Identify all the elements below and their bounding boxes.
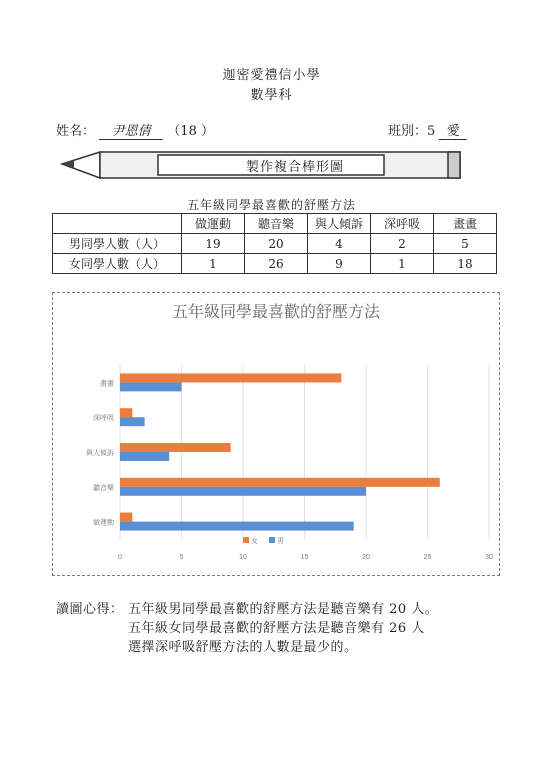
chart-title: 五年級同學最喜歡的舒壓方法 [171, 304, 381, 321]
x-tick-label: 20 [362, 554, 370, 561]
table-corner-cell [53, 214, 182, 234]
class-label: 班別：5 [388, 124, 440, 139]
bar-female [120, 513, 132, 522]
row-label: 男同學人數（人） [53, 234, 182, 254]
legend-swatch [269, 537, 275, 543]
table-cell: 26 [245, 254, 308, 274]
table-cell: 9 [308, 254, 371, 274]
table-title: 五年級同學最喜歡的舒壓方法 [186, 198, 356, 212]
table-cell: 20 [245, 234, 308, 254]
reflection-line: 選擇深呼吸舒壓方法的人數是最少的。 [128, 640, 358, 655]
student-name-row [56, 120, 214, 140]
bar-male [120, 417, 145, 426]
bar-female [120, 408, 132, 417]
reflection-line: 五年級男同學最喜歡的舒壓方法是聽音樂有 20 人。 [128, 602, 439, 617]
y-tick-label: 與人傾訴 [86, 449, 114, 457]
pencil-eraser [448, 152, 460, 178]
table-row [53, 234, 497, 254]
x-tick-label: 5 [179, 554, 184, 561]
table-cell: 2 [371, 234, 434, 254]
legend-swatch [243, 537, 249, 543]
legend-label: 女 [251, 537, 258, 545]
bar-chart [53, 293, 499, 575]
table-cell: 1 [182, 254, 245, 274]
table-cell: 5 [434, 234, 497, 254]
table-cell: 4 [308, 234, 371, 254]
student-class: 愛 [439, 120, 467, 140]
bar-female [120, 443, 231, 452]
survey-table [52, 213, 497, 274]
table-cell: 1 [371, 254, 434, 274]
subject-name: 數學科 [250, 88, 293, 103]
student-class-row [388, 120, 467, 140]
bar-male [120, 452, 169, 461]
table-header: 畫畫 [434, 214, 497, 234]
table-row [53, 254, 497, 274]
school-name: 迦密愛禮信小學 [222, 68, 321, 83]
bar-male [120, 487, 366, 496]
worksheet-title: 製作複合棒形圖 [246, 160, 345, 175]
reflection-line: 五年級女同學最喜歡的舒壓方法是聽音樂有 26 人 [128, 621, 425, 636]
table-header: 深呼吸 [371, 214, 434, 234]
student-number: （18 ） [167, 124, 214, 139]
reflection-label: 讀圖心得： [56, 602, 124, 617]
table-header: 做運動 [182, 214, 245, 234]
table-cell: 18 [434, 254, 497, 274]
bar-female [120, 373, 341, 382]
bar-female [120, 478, 440, 487]
y-tick-label: 做運動 [93, 518, 114, 527]
table-header: 與人傾訴 [308, 214, 371, 234]
x-tick-label: 25 [423, 554, 432, 561]
row-label: 女同學人數（人） [53, 254, 182, 274]
table-header-row [53, 214, 497, 234]
y-tick-label: 畫畫 [100, 379, 114, 388]
x-tick-label: 30 [485, 554, 493, 561]
bar-male [120, 382, 182, 391]
table-cell: 19 [182, 234, 245, 254]
legend-label: 男 [277, 537, 284, 545]
y-tick-label: 深呼吸 [93, 414, 114, 423]
x-tick-label: 0 [118, 554, 122, 561]
x-tick-label: 10 [239, 554, 247, 561]
chart-frame [52, 292, 500, 576]
name-label: 姓名： [56, 124, 96, 139]
bar-male [120, 522, 354, 531]
y-tick-label: 聽音樂 [93, 483, 114, 492]
x-tick-label: 15 [300, 554, 309, 561]
table-header: 聽音樂 [245, 214, 308, 234]
student-name: 尹恩倩 [99, 120, 163, 140]
